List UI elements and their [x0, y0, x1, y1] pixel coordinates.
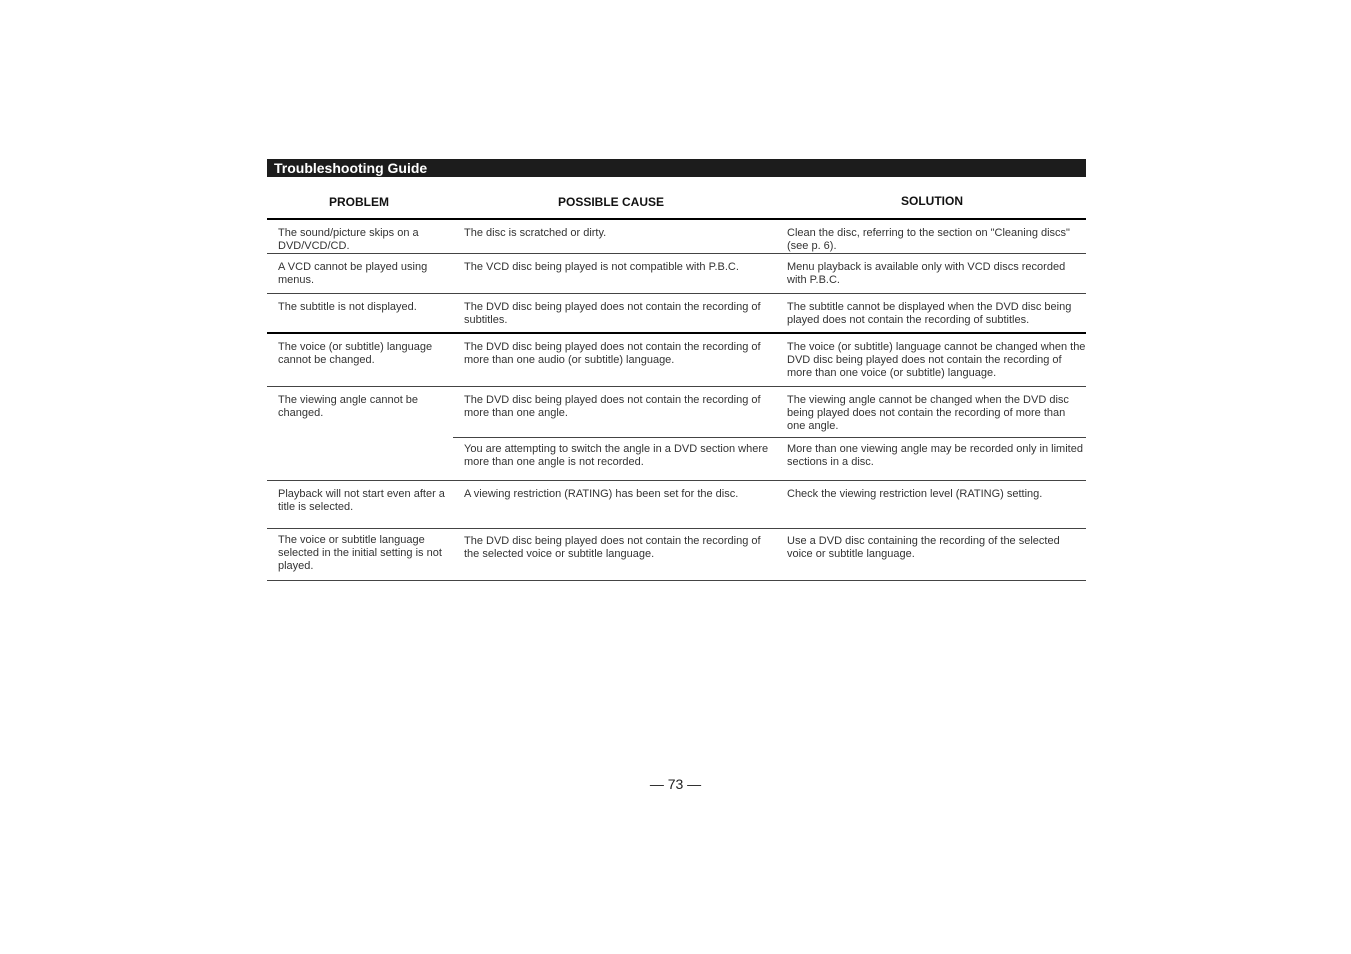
- cause-cell: You are attempting to switch the angle in a DVD section where more than one angle is not recorded.: [464, 443, 769, 468]
- problem-cell: The viewing angle cannot be changed.: [278, 394, 419, 419]
- header-cause: POSSIBLE CAUSE: [558, 195, 665, 209]
- table-row: [267, 387, 1086, 481]
- problem-cell: The sound/picture skips on a DVD/VCD/CD.: [278, 227, 419, 252]
- solution-cell: The voice (or subtitle) language cannot be changed when the DVD disc being played does not contain the recording of more than one voice (or subtitle) language.: [787, 341, 1086, 379]
- cause-cell: The DVD disc being played does not contain the recording of subtitles.: [464, 301, 761, 326]
- solution-cell: Clean the disc, referring to the section on "Cleaning discs" (see p. 6).: [787, 227, 1070, 252]
- header-solution: SOLUTION: [901, 194, 963, 208]
- sub-row-divider: [453, 437, 1086, 438]
- cause-cell: The VCD disc being played is not compatible with P.B.C.: [464, 261, 739, 273]
- problem-cell: The voice (or subtitle) language cannot be changed.: [278, 341, 433, 366]
- cause-cell: The disc is scratched or dirty.: [464, 227, 607, 239]
- table-row: [267, 220, 1086, 254]
- solution-cell: Menu playback is available only with VCD discs recorded with P.B.C.: [787, 261, 1066, 286]
- table-header: [267, 177, 1086, 220]
- problem-cell: The voice or subtitle language selected in the initial setting is not played.: [278, 534, 442, 572]
- cause-cell: The DVD disc being played does not contain the recording of the selected voice or subtitle language.: [464, 535, 761, 560]
- page-number: — 73 —: [649, 776, 702, 792]
- table-row: [267, 529, 1086, 581]
- cause-cell: The DVD disc being played does not contain the recording of more than one angle.: [464, 394, 761, 419]
- problem-cell: A VCD cannot be played using menus.: [278, 261, 428, 286]
- solution-cell: The subtitle cannot be displayed when the DVD disc being played does not contain the recording of subtitles.: [787, 301, 1072, 326]
- solution-cell: More than one viewing angle may be recorded only in limited sections in a disc.: [787, 443, 1083, 468]
- cause-cell: The DVD disc being played does not contain the recording of more than one audio (or subtitle) language.: [464, 341, 761, 366]
- solution-cell: The viewing angle cannot be changed when the DVD disc being played does not contain the recording of more than one angle.: [787, 394, 1069, 432]
- problem-cell: Playback will not start even after a title is selected.: [278, 488, 445, 513]
- table-row: [267, 334, 1086, 387]
- header-problem: PROBLEM: [329, 195, 389, 209]
- table-row: [267, 481, 1086, 529]
- cause-cell: A viewing restriction (RATING) has been set for the disc.: [464, 488, 739, 500]
- troubleshooting-guide: [267, 159, 1086, 581]
- section-title: Troubleshooting Guide: [267, 159, 1086, 177]
- solution-cell: Check the viewing restriction level (RATING) setting.: [787, 488, 1043, 500]
- table-row: [267, 254, 1086, 294]
- problem-cell: The subtitle is not displayed.: [278, 301, 417, 313]
- solution-cell: Use a DVD disc containing the recording of the selected voice or subtitle language.: [787, 535, 1060, 560]
- table-row: [267, 294, 1086, 334]
